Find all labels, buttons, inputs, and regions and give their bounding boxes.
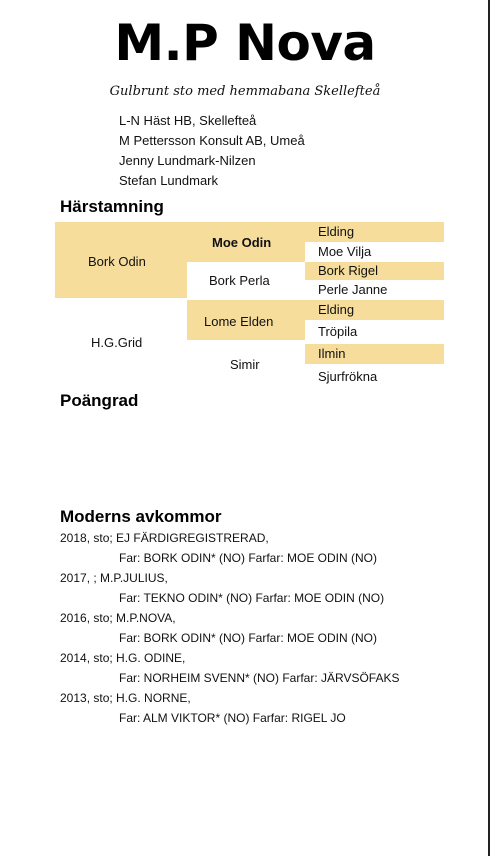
trainer-value: Stefan Lundmark [119, 173, 219, 188]
offspring-5-line2: Far: ALM VIKTOR* (NO) Farfar: RIGEL JO [119, 711, 346, 725]
pedigree-ggp-6-name: Tröpila [318, 324, 358, 339]
pedigree-granddam-sire [187, 262, 305, 300]
pedigree-grandsire-dam-name: Lome Elden [204, 314, 274, 329]
pedigree-ggp-3 [305, 262, 444, 280]
offspring-2-line2: Far: TEKNO ODIN* (NO) Farfar: MOE ODIN (NO) [119, 591, 385, 605]
offspring-5-line1: 2013, sto; H.G. NORNE, [60, 691, 191, 705]
pedigree-dam-name: H.G.Grid [91, 335, 143, 350]
pedigree-ggp-1 [305, 222, 444, 242]
pedigree-ggp-6 [305, 320, 444, 342]
offspring-1-line1: 2018, sto; EJ FÄRDIGREGISTRERAD, [60, 531, 269, 545]
owner-value: L-N Häst HB, Skellefteå [119, 113, 257, 128]
pedigree-ggp-2-name: Moe Vilja [318, 244, 372, 259]
pedigree-sire-name: Bork Odin [88, 254, 146, 269]
pedigree-ggp-4-name: Perle Janne [318, 282, 388, 297]
pedigree-granddam-dam [187, 340, 305, 388]
offspring-heading: Moderns avkommor [60, 507, 222, 526]
breeder-value: M Pettersson Konsult AB, Umeå [119, 133, 305, 148]
pedigree-granddam-sire-name: Bork Perla [209, 273, 270, 288]
pedigree-granddam-dam-name: Simir [230, 357, 260, 372]
points-heading: Poängrad [60, 391, 139, 410]
presenter-value: Jenny Lundmark-Nilzen [119, 153, 256, 168]
pedigree-grandsire-sire-name: Moe Odin [212, 235, 272, 250]
pedigree-ggp-8 [305, 364, 444, 388]
horse-name-title: M.P Nova [114, 14, 376, 72]
offspring-3-line2: Far: BORK ODIN* (NO) Farfar: MOE ODIN (NO) [119, 631, 378, 645]
offspring-4-line1: 2014, sto; H.G. ODINE, [60, 651, 186, 665]
pedigree-ggp-7 [305, 344, 444, 364]
pedigree-grandsire-sire [187, 222, 305, 262]
pedigree-ggp-5-name: Elding [318, 302, 355, 317]
pedigree-grandsire-dam [187, 300, 305, 340]
pedigree-ggp-1-name: Elding [318, 224, 355, 239]
horse-subtitle: Gulbrunt sto med hemmabana Skellefteå [109, 84, 381, 99]
pedigree-dam [55, 300, 187, 388]
offspring-2-line1: 2017, ; M.P.JULIUS, [60, 571, 168, 585]
page-border [488, 0, 490, 856]
pedigree-ggp-8-name: Sjurfrökna [318, 369, 378, 384]
pedigree-heading: Härstamning [60, 197, 164, 216]
pedigree-ggp-7-name: Ilmin [318, 346, 346, 361]
pedigree-ggp-4 [305, 280, 444, 300]
offspring-3-line1: 2016, sto; M.P.NOVA, [60, 611, 176, 625]
offspring-4-line2: Far: NORHEIM SVENN* (NO) Farfar: JÄRVSÖFAKS [119, 671, 400, 685]
pedigree-ggp-2 [305, 242, 444, 260]
pedigree-ggp-5 [305, 300, 444, 320]
offspring-1-line2: Far: BORK ODIN* (NO) Farfar: MOE ODIN (NO) [119, 551, 378, 565]
pedigree-ggp-3-name: Bork Rigel [318, 263, 378, 278]
pedigree-sire [55, 222, 187, 298]
